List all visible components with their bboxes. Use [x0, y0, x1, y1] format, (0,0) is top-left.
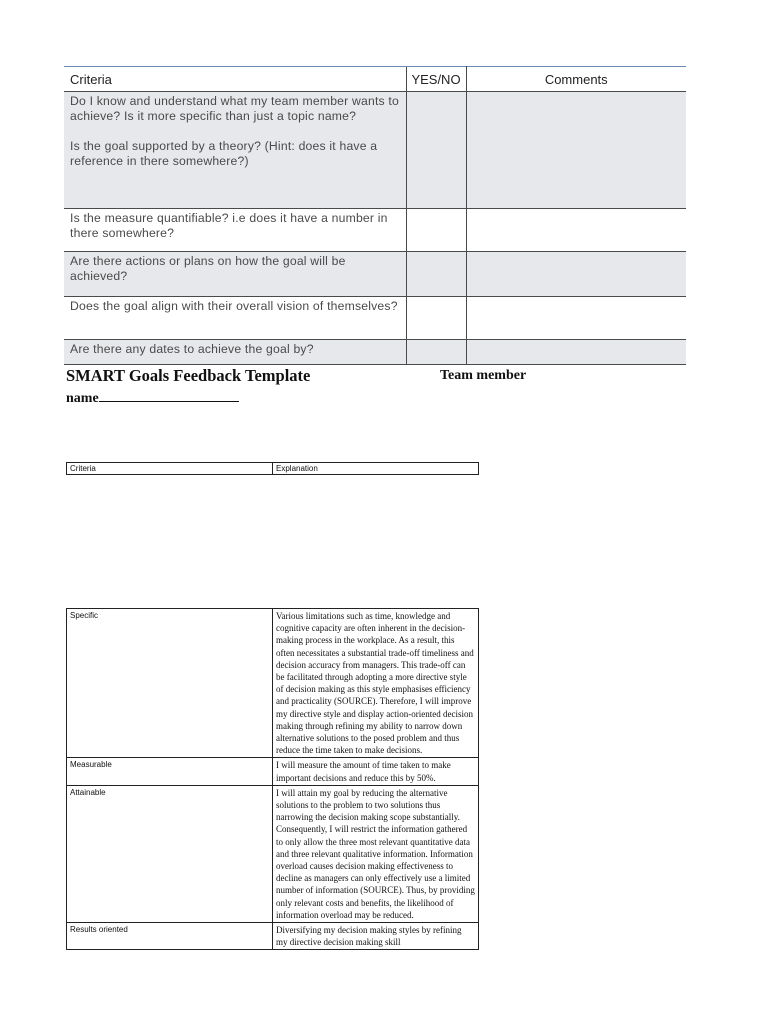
checklist-question: Are there any dates to achieve the goal by? — [70, 342, 314, 356]
name-blank-line[interactable] — [99, 388, 239, 402]
comments-column-header: Comments — [466, 67, 686, 92]
comments-cell[interactable] — [466, 252, 686, 297]
explanation-cell: I will measure the amount of time taken to make important decisions and reduce this by 50%. — [273, 758, 479, 785]
criterion-cell: Specific — [67, 609, 273, 758]
team-member-label: Team member — [440, 368, 527, 383]
checklist-question: Does the goal align with their overall vision of themselves? — [70, 299, 398, 313]
name-field — [66, 388, 239, 407]
criteria-header-row — [67, 463, 479, 475]
checklist-header-row — [64, 67, 686, 92]
template-title: SMART Goals Feedback Template — [66, 366, 311, 385]
checklist-question: Is the measure quantifiable? i.e does it have a number in there somewhere? — [70, 211, 388, 240]
explanation-cell: Various limitations such as time, knowledge and cognitive capacity are often inherent in the decision-making process in the workplace. As a result, this often necessitates a substantial trade-off timeliness and decision accuracy from managers. This trade-off can be facilitated through adopting a more directive style of decision making as this style emphasises efficiency and practicality (SOURCE). Therefore, I will improve my directive style and display action-oriented decision making through refining my ability to narrow down alternative solutions to the posed problem and thus reduce the time taken to make decisions. — [273, 609, 479, 758]
yes-no-cell[interactable] — [406, 297, 466, 340]
criterion-cell: Results oriented — [67, 923, 273, 950]
smart-row-attainable — [67, 785, 479, 922]
comments-cell[interactable] — [466, 340, 686, 365]
checklist-question-cell — [64, 297, 406, 340]
yes-no-column-header: YES/NO — [406, 67, 466, 92]
criteria-header-table — [66, 462, 479, 475]
smart-goals-table — [66, 608, 479, 950]
checklist-row-vision — [64, 297, 686, 340]
checklist-question-cell — [64, 92, 406, 209]
checklist-question: Is the goal supported by a theory? (Hint: does it have a reference in there somewhere?) — [70, 139, 378, 168]
comments-cell[interactable] — [466, 92, 686, 209]
smart-row-measurable — [67, 758, 479, 785]
checklist-question: Are there actions or plans on how the goal will be achieved? — [70, 254, 346, 283]
explanation-cell: I will attain my goal by reducing the alternative solutions to the problem to two solutions thus narrowing the decision making scope substantially. Consequently, I will restrict the information gathered to only allow the three most relevant quantitative data and three relevant qualitative information. Information overload causes decision making effectiveness to decline as managers can only effectively use a limited number of information (SOURCE). Thus, by providing only relevant costs and benefits, the likelihood of information overload may be reduced. — [273, 785, 479, 922]
name-label: name — [66, 391, 99, 406]
yes-no-cell[interactable] — [406, 252, 466, 297]
checklist-question-cell — [64, 209, 406, 252]
checklist-question-cell — [64, 340, 406, 365]
review-checklist-table — [64, 66, 686, 365]
yes-no-cell[interactable] — [406, 340, 466, 365]
smart-row-specific — [67, 609, 479, 758]
comments-cell[interactable] — [466, 297, 686, 340]
criteria-column-header: Criteria — [64, 67, 406, 92]
yes-no-cell[interactable] — [406, 92, 466, 209]
checklist-row-specific — [64, 92, 686, 209]
explanation-cell: Diversifying my decision making styles by refining my directive decision making skill — [273, 923, 479, 950]
checklist-row-actions — [64, 252, 686, 297]
criterion-cell: Measurable — [67, 758, 273, 785]
explanation-header-cell: Explanation — [273, 463, 479, 475]
checklist-question-cell — [64, 252, 406, 297]
comments-cell[interactable] — [466, 209, 686, 252]
yes-no-cell[interactable] — [406, 209, 466, 252]
criteria-header-cell: Criteria — [67, 463, 273, 475]
checklist-row-dates — [64, 340, 686, 365]
smart-row-results-oriented — [67, 923, 479, 950]
checklist-question: Do I know and understand what my team member wants to achieve? Is it more specific than just a topic name? — [70, 94, 399, 123]
checklist-row-measurable — [64, 209, 686, 252]
criterion-cell: Attainable — [67, 785, 273, 922]
